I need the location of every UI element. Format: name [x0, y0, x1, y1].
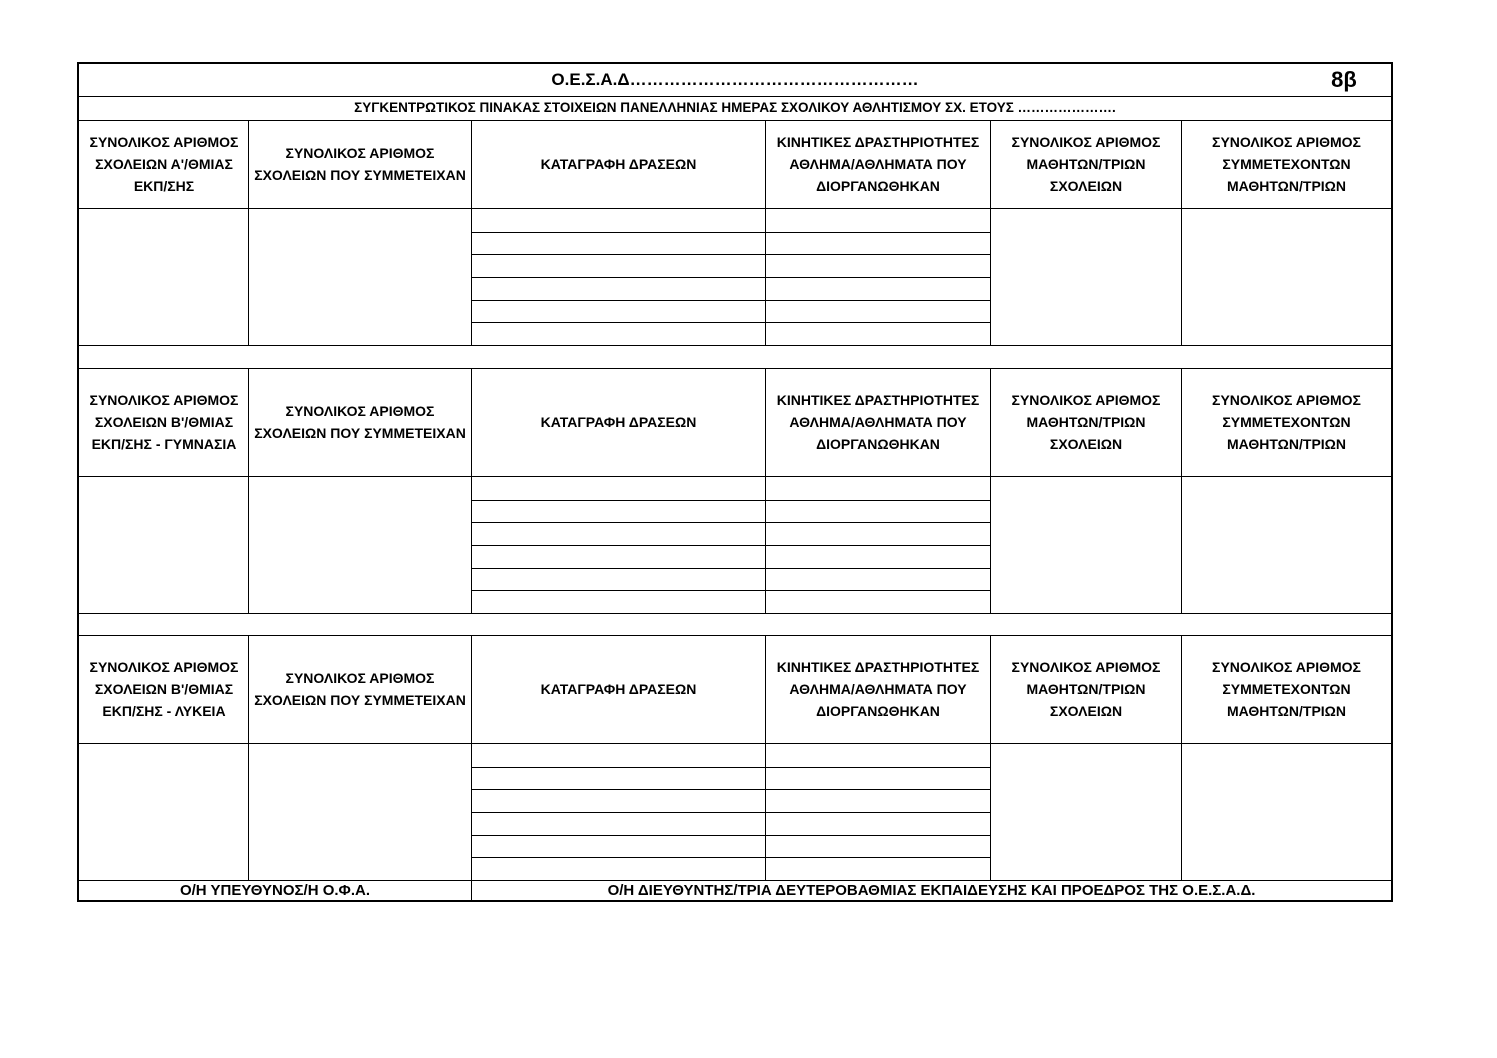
divider	[990, 744, 991, 880]
column-header-label: ΚΙΝΗΤΙΚΕΣ ΔΡΑΣΤΗΡΙΟΤΗΤΕΣ ΑΘΛΗΜΑ/ΑΘΛΗΜΑΤΑ ΠΟΥ ΔΙΟΡΓΑΝΩΘΗΚΑΝ	[776, 134, 980, 194]
column-header	[249, 635, 471, 743]
column-header	[1182, 635, 1391, 743]
divider	[1181, 744, 1182, 880]
column-header-label: ΣΥΝΟΛΙΚΟΣ ΑΡΙΘΜΟΣ ΣΧΟΛΕΙΩΝ ΠΟΥ ΣΥΜΜΕΤΕΙΧΑΝ	[254, 145, 466, 183]
activity-subrow-line	[471, 590, 990, 591]
activity-subrow-line	[471, 835, 990, 836]
column-header-label: ΣΥΝΟΛΙΚΟΣ ΑΡΙΘΜΟΣ ΣΧΟΛΕΙΩΝ ΠΟΥ ΣΥΜΜΕΤΕΙΧΑΝ	[254, 670, 466, 708]
activity-subrow-line	[471, 857, 990, 858]
column-header-label: ΚΑΤΑΓΡΑΦΗ ΔΡΑΣΕΩΝ	[540, 414, 697, 430]
entry-cell[interactable]	[991, 744, 1181, 880]
divider	[248, 635, 249, 743]
divider	[1181, 368, 1182, 476]
section-header-row	[79, 635, 1391, 743]
section-entry-row	[79, 744, 1391, 880]
divider	[1181, 635, 1182, 743]
entry-cell[interactable]	[1182, 744, 1391, 880]
column-header	[472, 120, 765, 208]
divider	[990, 477, 991, 613]
entry-cell[interactable]	[249, 477, 471, 613]
activity-subrow-line	[471, 568, 990, 569]
form-title: Ο.Ε.Σ.Α.Δ……………………………………………	[551, 70, 919, 89]
activity-subrow-line	[471, 277, 990, 278]
column-header-label: ΣΥΝΟΛΙΚΟΣ ΑΡΙΘΜΟΣ ΜΑΘΗΤΩΝ/ΤΡΙΩΝ ΣΧΟΛΕΙΩΝ	[1011, 392, 1161, 452]
column-header	[1182, 120, 1391, 208]
divider	[248, 744, 249, 880]
column-header-label: ΚΑΤΑΓΡΑΦΗ ΔΡΑΣΕΩΝ	[540, 681, 697, 697]
divider	[990, 209, 991, 345]
signature-ofa: Ο/Η ΥΠΕΥΘΥΝΟΣ/Η Ο.Φ.Α.	[179, 881, 371, 899]
activity-subrow-line	[471, 322, 990, 323]
form-subtitle: ΣΥΓΚΕΝΤΡΩΤΙΚΟΣ ΠΙΝΑΚΑΣ ΣΤΟΙΧΕΙΩΝ ΠΑΝΕΛΛΗΝΙΑΣ ΗΜΕΡΑΣ ΣΧΟΛΙΚΟΥ ΑΘΛΗΤΙΣΜΟΥ ΣΧ. ΕΤΟΥΣ ………………….	[354, 100, 1116, 115]
column-header	[80, 368, 248, 476]
divider	[79, 880, 1391, 881]
activity-subrow-line	[471, 300, 990, 301]
divider	[990, 120, 991, 208]
divider	[79, 613, 1391, 614]
signature-row	[79, 879, 1391, 902]
activity-subrow-line	[471, 232, 990, 233]
activity-subrow-line	[471, 789, 990, 790]
form-code: 8β	[1331, 67, 1357, 92]
entry-cell[interactable]	[80, 477, 248, 613]
column-header-label: ΣΥΝΟΛΙΚΟΣ ΑΡΙΘΜΟΣ ΣΥΜΜΕΤΕΧΟΝΤΩΝ ΜΑΘΗΤΩΝ/ΤΡΙΩΝ	[1212, 659, 1361, 719]
column-header	[249, 120, 471, 208]
activity-subrow-line	[471, 767, 990, 768]
entry-cell[interactable]	[1182, 477, 1391, 613]
column-header	[766, 368, 990, 476]
divider	[248, 368, 249, 476]
entry-cell[interactable]	[249, 744, 471, 880]
section-entry-row	[79, 477, 1391, 613]
divider	[765, 120, 766, 208]
activity-subrow-line	[471, 522, 990, 523]
column-header	[766, 120, 990, 208]
column-header	[472, 368, 765, 476]
divider	[248, 477, 249, 613]
column-header	[766, 635, 990, 743]
column-header-label: ΚΙΝΗΤΙΚΕΣ ΔΡΑΣΤΗΡΙΟΤΗΤΕΣ ΑΘΛΗΜΑ/ΑΘΛΗΜΑΤΑ ΠΟΥ ΔΙΟΡΓΑΝΩΘΗΚΑΝ	[776, 392, 980, 452]
activity-subrow-line	[471, 545, 990, 546]
column-header	[991, 635, 1181, 743]
divider	[1181, 477, 1182, 613]
divider	[471, 635, 472, 743]
divider	[79, 345, 1391, 346]
column-header-label: ΚΑΤΑΓΡΑΦΗ ΔΡΑΣΕΩΝ	[540, 156, 697, 172]
divider	[990, 368, 991, 476]
entry-cell[interactable]	[1182, 209, 1391, 345]
activity-subrow-line	[471, 812, 990, 813]
column-header-label: ΣΥΝΟΛΙΚΟΣ ΑΡΙΘΜΟΣ ΜΑΘΗΤΩΝ/ΤΡΙΩΝ ΣΧΟΛΕΙΩΝ	[1011, 659, 1161, 719]
divider	[1181, 209, 1182, 345]
divider	[471, 120, 472, 208]
form-8b-table	[77, 62, 1393, 902]
divider	[248, 120, 249, 208]
column-header-label: ΣΥΝΟΛΙΚΟΣ ΑΡΙΘΜΟΣ ΣΥΜΜΕΤΕΧΟΝΤΩΝ ΜΑΘΗΤΩΝ/ΤΡΙΩΝ	[1212, 134, 1361, 194]
entry-cell[interactable]	[991, 477, 1181, 613]
column-header	[991, 368, 1181, 476]
column-header-label: ΣΥΝΟΛΙΚΟΣ ΑΡΙΘΜΟΣ ΣΧΟΛΕΙΩΝ Β'/ΘΜΙΑΣ ΕΚΠ/ΣΗΣ - ΛΥΚΕΙΑ	[89, 659, 239, 719]
divider	[248, 209, 249, 345]
column-header-label: ΣΥΝΟΛΙΚΟΣ ΑΡΙΘΜΟΣ ΣΥΜΜΕΤΕΧΟΝΤΩΝ ΜΑΘΗΤΩΝ/ΤΡΙΩΝ	[1212, 392, 1361, 452]
column-header	[472, 635, 765, 743]
divider	[1181, 120, 1182, 208]
section-header-row	[79, 368, 1391, 476]
signature-director: Ο/Η ΔΙΕΥΘΥΝΤΗΣ/ΤΡΙΑ ΔΕΥΤΕΡΟΒΑΘΜΙΑΣ ΕΚΠΑΙΔΕΥΣΗΣ ΚΑΙ ΠΡΟΕΔΡΟΣ ΤΗΣ Ο.Ε.Σ.Α.Δ.	[607, 881, 1256, 899]
entry-cell[interactable]	[80, 209, 248, 345]
divider	[471, 368, 472, 476]
column-header-label: ΣΥΝΟΛΙΚΟΣ ΑΡΙΘΜΟΣ ΣΧΟΛΕΙΩΝ ΠΟΥ ΣΥΜΜΕΤΕΙΧΑΝ	[254, 403, 466, 441]
entry-cell[interactable]	[80, 744, 248, 880]
divider	[990, 635, 991, 743]
column-header-label: ΣΥΝΟΛΙΚΟΣ ΑΡΙΘΜΟΣ ΜΑΘΗΤΩΝ/ΤΡΙΩΝ ΣΧΟΛΕΙΩΝ	[1011, 134, 1161, 194]
column-header-label: ΣΥΝΟΛΙΚΟΣ ΑΡΙΘΜΟΣ ΣΧΟΛΕΙΩΝ Β'/ΘΜΙΑΣ ΕΚΠ/ΣΗΣ - ΓΥΜΝΑΣΙΑ	[89, 392, 239, 452]
section-header-row	[79, 120, 1391, 208]
entry-cell[interactable]	[991, 209, 1181, 345]
column-header	[80, 120, 248, 208]
divider	[765, 635, 766, 743]
section-entry-row	[79, 209, 1391, 345]
column-header	[249, 368, 471, 476]
column-header	[1182, 368, 1391, 476]
column-header-label: ΚΙΝΗΤΙΚΕΣ ΔΡΑΣΤΗΡΙΟΤΗΤΕΣ ΑΘΛΗΜΑ/ΑΘΛΗΜΑΤΑ ΠΟΥ ΔΙΟΡΓΑΝΩΘΗΚΑΝ	[776, 659, 980, 719]
title-row	[79, 64, 1391, 96]
column-header	[991, 120, 1181, 208]
subtitle-row	[79, 97, 1391, 119]
divider	[765, 368, 766, 476]
activity-subrow-line	[471, 254, 990, 255]
entry-cell[interactable]	[249, 209, 471, 345]
column-header	[80, 635, 248, 743]
activity-subrow-line	[471, 500, 990, 501]
column-header-label: ΣΥΝΟΛΙΚΟΣ ΑΡΙΘΜΟΣ ΣΧΟΛΕΙΩΝ Α'/ΘΜΙΑΣ ΕΚΠ/ΣΗΣ	[89, 134, 239, 194]
